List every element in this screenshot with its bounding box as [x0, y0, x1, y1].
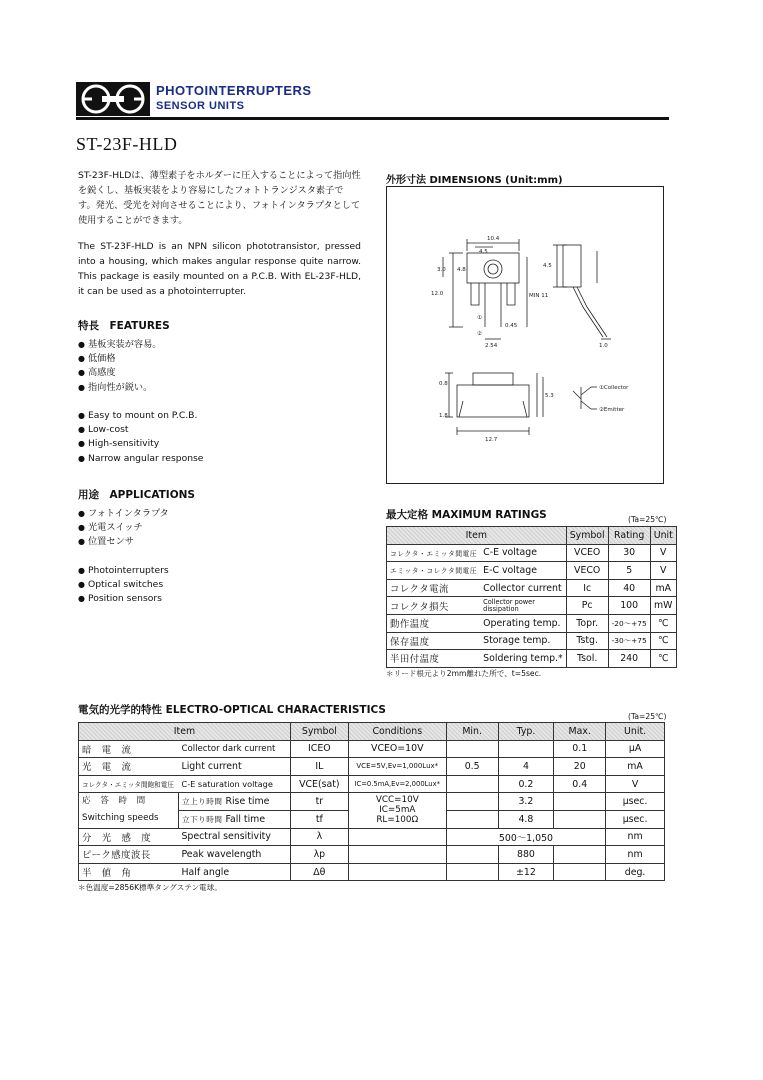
dim-label-base-h1: 0.8	[439, 381, 448, 387]
cell-symbol: Tstg.	[566, 632, 608, 650]
col-header-min: Min.	[446, 723, 498, 741]
sw-cond-3: RL=100Ω	[376, 815, 419, 826]
dimensions-title: 外形寸法 DIMENSIONS (Unit:mm)	[386, 175, 563, 186]
cell-unit: nm	[606, 828, 665, 846]
header-rule	[76, 117, 669, 120]
cell-typ: 500～1,050	[446, 828, 605, 846]
brand-line-1: PHOTOINTERRUPTERS	[156, 83, 312, 98]
list-item: ● 位置センサ	[78, 535, 169, 549]
table-row	[79, 793, 665, 811]
cell-fall-label	[178, 810, 290, 828]
fall-jp: 立下り時間	[181, 814, 223, 824]
list-item: ● Easy to mount on P.C.B.	[78, 409, 203, 423]
dim-label-c1: ①	[477, 315, 482, 321]
table-row	[79, 775, 665, 793]
dim-label-h1: 3.0	[437, 267, 446, 273]
cell-jp: コレクタ・エミッタ間電圧	[387, 544, 481, 562]
dim-label-base-h2: 1.8	[439, 413, 448, 419]
cell-jp: 分 光 感 度	[79, 828, 179, 846]
list-item: ● High-sensitivity	[78, 437, 203, 451]
max-ratings-table	[386, 526, 677, 668]
cell-symbol: VECO	[566, 562, 608, 580]
dimensions-drawing	[386, 186, 664, 484]
dim-label-side-min: MIN 11	[529, 293, 549, 299]
cell-unit: μA	[606, 740, 665, 758]
cell-typ: ±12	[498, 863, 554, 881]
cell-switching-conditions	[348, 793, 446, 828]
col-header-typ: Typ.	[498, 723, 554, 741]
table-row	[387, 544, 677, 562]
cell-en: Collector current	[480, 579, 566, 597]
max-ratings-footnote: ＊リード根元より2mm離れた所で、t=5sec.	[386, 669, 542, 678]
cell-conditions: IC=0.5mA,Ev=2,000Lux*	[348, 775, 446, 793]
cell-en: E-C voltage	[480, 562, 566, 580]
col-header-item: Item	[387, 527, 567, 545]
cell-jp: 保存温度	[387, 632, 481, 650]
cell-unit: ℃	[650, 614, 676, 632]
cell-symbol: tf	[290, 810, 348, 828]
dim-label-h2: 4.8	[457, 267, 466, 273]
col-header-unit: Unit.	[606, 723, 665, 741]
cell-rating: 5	[608, 562, 650, 580]
table-row	[79, 863, 665, 881]
features-jp-list	[78, 338, 161, 395]
cell-min	[446, 846, 498, 864]
col-header-symbol: Symbol	[290, 723, 348, 741]
cell-rating: 240	[608, 650, 650, 668]
sw-cond-2: IC=5mA	[379, 805, 416, 816]
cell-en: C-E saturation voltage	[178, 775, 290, 793]
cell-jp: ピーク感度波長	[79, 846, 179, 864]
list-item: ● Low-cost	[78, 423, 203, 437]
table-row	[79, 740, 665, 758]
list-item: ● Narrow angular response	[78, 452, 203, 466]
cell-symbol: tr	[290, 793, 348, 811]
cell-jp: 光 電 流	[79, 758, 179, 776]
cell-en: Light current	[178, 758, 290, 776]
cell-typ: 880	[498, 846, 554, 864]
dim-label-pitch: 2.54	[485, 343, 498, 349]
cell-max	[554, 863, 606, 881]
cell-min	[446, 810, 498, 828]
brand-line-2: SENSOR UNITS	[156, 100, 245, 112]
cell-rating: 40	[608, 579, 650, 597]
cell-en: Half angle	[178, 863, 290, 881]
cell-unit: V	[650, 544, 676, 562]
part-number: ST-23F-HLD	[76, 134, 178, 154]
dim-label-w1: 10.4	[487, 236, 500, 242]
list-item: ● Optical switches	[78, 578, 169, 592]
cell-symbol: Topr.	[566, 614, 608, 632]
cell-rating: 30	[608, 544, 650, 562]
list-item: ● 基板実装が容易。	[78, 338, 161, 352]
list-item: ● 高感度	[78, 366, 161, 380]
cell-jp: コレクタ・エミッタ間飽和電圧	[79, 775, 179, 793]
fall-en: Fall time	[225, 813, 266, 825]
table-row	[79, 758, 665, 776]
cell-unit: deg.	[606, 863, 665, 881]
cell-conditions	[348, 863, 446, 881]
cell-min	[446, 793, 498, 811]
table-header-row	[387, 527, 677, 545]
cell-unit: μsec.	[606, 810, 665, 828]
table-row	[387, 562, 677, 580]
dim-label-pin: 0.45	[505, 323, 518, 329]
cell-en: Peak wavelength	[178, 846, 290, 864]
cell-rating: 100	[608, 597, 650, 615]
cell-symbol: λ	[290, 828, 348, 846]
cell-max: 0.4	[554, 775, 606, 793]
cell-max: 20	[554, 758, 606, 776]
table-row	[79, 846, 665, 864]
cell-symbol: Δθ	[290, 863, 348, 881]
dim-label-collector: ①Collector	[599, 385, 629, 391]
dim-label-emitter: ②Emitter	[599, 407, 625, 413]
cell-en: Operating temp.	[480, 614, 566, 632]
cell-conditions: VCE=5V,Ev=1,000Lux*	[348, 758, 446, 776]
cell-en: Storage temp.	[480, 632, 566, 650]
cell-jp: コレクタ損失	[387, 597, 481, 615]
cell-unit: mA	[650, 579, 676, 597]
cell-en: C-E voltage	[480, 544, 566, 562]
cell-en: Soldering temp.*	[480, 650, 566, 668]
applications-en-list	[78, 564, 169, 607]
col-header-conditions: Conditions	[348, 723, 446, 741]
cell-symbol: VCE(sat)	[290, 775, 348, 793]
table-header-row	[79, 723, 665, 741]
cell-jp: コレクタ電流	[387, 579, 481, 597]
table-row	[387, 579, 677, 597]
cell-unit: nm	[606, 846, 665, 864]
cell-typ: 0.2	[498, 775, 554, 793]
cell-jp: 半田付温度	[387, 650, 481, 668]
table-row	[387, 597, 677, 615]
cell-unit: ℃	[650, 650, 676, 668]
cell-max	[554, 810, 606, 828]
table-row	[387, 632, 677, 650]
features-title: 特長 FEATURES	[78, 320, 170, 332]
eo-footnote: ＊色温度=2856K標準タングステン電球。	[78, 883, 222, 892]
cell-typ: 4.8	[498, 810, 554, 828]
dim-label-c2: ②	[477, 331, 482, 337]
list-item: ● Photointerrupters	[78, 564, 169, 578]
cell-max: 0.1	[554, 740, 606, 758]
cell-en: Collector dark current	[178, 740, 290, 758]
rise-jp: 立上り時間	[181, 797, 223, 807]
cell-jp: エミッタ・コレクタ間電圧	[387, 562, 481, 580]
cell-unit: V	[650, 562, 676, 580]
list-item: ● 低価格	[78, 352, 161, 366]
cell-symbol: Ic	[566, 579, 608, 597]
cell-conditions	[348, 846, 446, 864]
table-row	[387, 650, 677, 668]
cell-jp: 半 値 角	[79, 863, 179, 881]
list-item: ● フォトインタラプタ	[78, 507, 169, 521]
max-ratings-ta: (Ta=25℃)	[628, 515, 667, 524]
cell-typ: 4	[498, 758, 554, 776]
cell-jp: 暗 電 流	[79, 740, 179, 758]
cell-typ: 3.2	[498, 793, 554, 811]
cell-conditions: VCEO=10V	[348, 740, 446, 758]
dim-label-base-w: 12.7	[485, 437, 498, 443]
cell-min	[446, 775, 498, 793]
list-item: ● Position sensors	[78, 592, 169, 606]
dim-label-side-w: 4.5	[543, 263, 552, 269]
cell-symbol: ICEO	[290, 740, 348, 758]
cell-rise-label	[178, 793, 290, 811]
col-header-item: Item	[79, 723, 291, 741]
applications-jp-list	[78, 507, 169, 550]
table-row	[79, 828, 665, 846]
cell-unit: mW	[650, 597, 676, 615]
cell-en: Collector power dissipation	[480, 597, 566, 615]
cell-switching-label	[79, 793, 179, 828]
switching-en: Switching speeds	[82, 813, 159, 824]
cell-max	[554, 846, 606, 864]
cell-min: 0.5	[446, 758, 498, 776]
max-ratings-title: 最大定格 MAXIMUM RATINGS	[386, 509, 547, 521]
cell-symbol: IL	[290, 758, 348, 776]
col-header-rating: Rating	[608, 527, 650, 545]
cell-conditions	[348, 828, 446, 846]
features-en-list	[78, 409, 203, 466]
cell-symbol: Pc	[566, 597, 608, 615]
switching-jp: 応 答 時 間	[82, 796, 146, 807]
dim-label-base-h3: 5.3	[545, 393, 554, 399]
list-item: ● 指向性が鋭い。	[78, 381, 161, 395]
cell-symbol: λp	[290, 846, 348, 864]
cell-min	[446, 740, 498, 758]
description-en: The ST-23F-HLD is an NPN silicon phototransistor, pressed into a housing, which makes angular response quite narrow. This package is easily mounted on a P.C.B. With EL-23F-HLD, it can be used as a photointerrupter.	[78, 241, 361, 297]
cell-rating: -30～+75	[608, 632, 650, 650]
cell-unit: μsec.	[606, 793, 665, 811]
eo-title: 電気的光学的特性 ELECTRO-OPTICAL CHARACTERISTICS	[78, 704, 386, 716]
cell-symbol: VCEO	[566, 544, 608, 562]
company-logo	[76, 82, 150, 116]
dim-label-lead: 1.0	[599, 343, 608, 349]
cell-unit: V	[606, 775, 665, 793]
col-header-symbol: Symbol	[566, 527, 608, 545]
dim-label-w2: 4.5	[479, 249, 488, 255]
cell-min	[446, 863, 498, 881]
col-header-unit: Unit	[650, 527, 676, 545]
col-header-max: Max.	[554, 723, 606, 741]
cell-max	[554, 793, 606, 811]
list-item: ● 光電スイッチ	[78, 521, 169, 535]
description-jp: ST-23F-HLDは、薄型素子をホルダーに圧入することによって指向性を鋭くし、基板実装をより容易にしたフォトトランジスタ素子です。発光、受光を対向させることにより、フォトインタラプタとして使用することができます。	[78, 170, 361, 226]
table-row	[387, 614, 677, 632]
cell-jp: 動作温度	[387, 614, 481, 632]
cell-symbol: Tsol.	[566, 650, 608, 668]
cell-unit: ℃	[650, 632, 676, 650]
sw-cond-1: VCC=10V	[375, 795, 419, 806]
rise-en: Rise time	[225, 796, 270, 808]
dim-label-total-h: 12.0	[431, 291, 444, 297]
eo-table	[78, 722, 665, 881]
applications-title: 用途 APPLICATIONS	[78, 489, 195, 501]
cell-rating: -20～+75	[608, 614, 650, 632]
eo-ta: (Ta=25℃)	[628, 712, 667, 721]
cell-typ	[498, 740, 554, 758]
cell-en: Spectral sensitivity	[178, 828, 290, 846]
cell-unit: mA	[606, 758, 665, 776]
